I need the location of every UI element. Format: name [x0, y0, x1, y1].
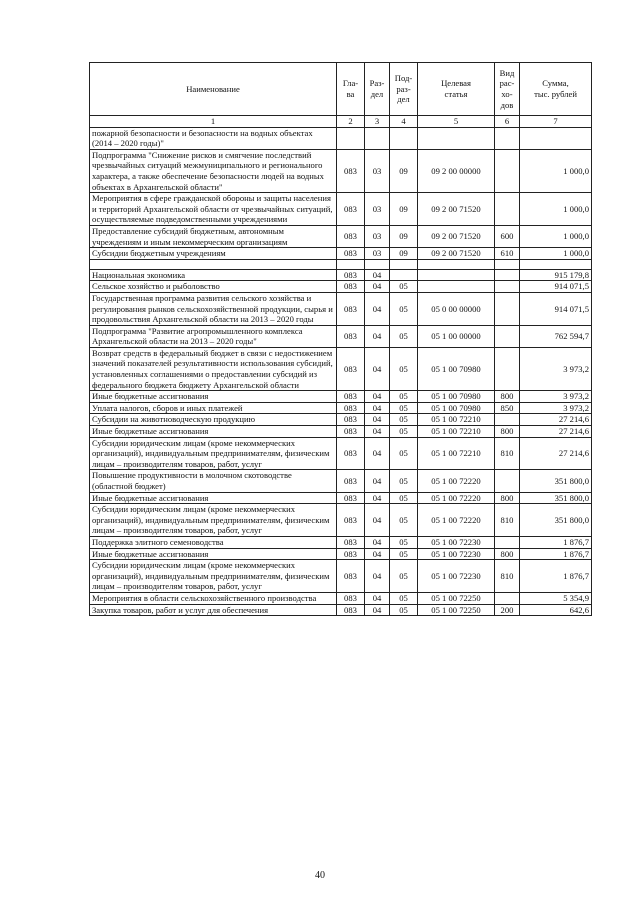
row-amount-cell: 1 876,7	[520, 548, 592, 560]
row-section-cell: 04	[365, 548, 390, 560]
row-name-cell: Иные бюджетные ассигнования	[90, 426, 337, 438]
row-subsection-cell: 05	[390, 402, 418, 414]
row-chapter-cell: 083	[337, 281, 365, 293]
row-subsection-cell: 05	[390, 325, 418, 347]
row-name-cell: пожарной безопасности и безопасности на водных объектах (2014 – 2020 годы)"	[90, 127, 337, 149]
row-chapter-cell: 083	[337, 592, 365, 604]
row-target-cell	[418, 259, 495, 269]
row-amount-cell: 351 800,0	[520, 492, 592, 504]
table-row	[90, 426, 592, 438]
row-target-cell: 05 1 00 70980	[418, 402, 495, 414]
row-chapter-cell: 083	[337, 492, 365, 504]
table-row	[90, 402, 592, 414]
row-expense-type-cell	[495, 149, 520, 192]
row-subsection-cell: 05	[390, 504, 418, 537]
row-target-cell: 05 1 00 72220	[418, 504, 495, 537]
row-expense-type-cell: 800	[495, 548, 520, 560]
row-expense-type-cell: 610	[495, 248, 520, 260]
row-section-cell: 04	[365, 592, 390, 604]
row-target-cell: 05 1 00 72210	[418, 426, 495, 438]
row-chapter-cell: 083	[337, 193, 365, 226]
row-subsection-cell: 05	[390, 426, 418, 438]
table-row	[90, 492, 592, 504]
table-row	[90, 536, 592, 548]
row-name-cell: Подпрограмма "Развитие агропромышленного комплекса Архангельской области на 2013 – 2020 годы"	[90, 325, 337, 347]
column-number: 7	[520, 116, 592, 128]
row-target-cell	[418, 281, 495, 293]
row-amount-cell: 1 876,7	[520, 536, 592, 548]
row-section-cell: 04	[365, 560, 390, 593]
row-target-cell: 05 1 00 72230	[418, 560, 495, 593]
budget-table	[89, 62, 592, 616]
row-name-cell: Мероприятия в области сельскохозяйственного производства	[90, 592, 337, 604]
table-row	[90, 347, 592, 390]
row-expense-type-cell: 810	[495, 437, 520, 470]
column-number: 2	[337, 116, 365, 128]
row-chapter-cell: 083	[337, 414, 365, 426]
row-amount-cell: 27 214,6	[520, 437, 592, 470]
row-target-cell	[418, 269, 495, 281]
row-amount-cell	[520, 127, 592, 149]
table-row	[90, 281, 592, 293]
row-expense-type-cell	[495, 592, 520, 604]
row-subsection-cell: 05	[390, 292, 418, 325]
row-subsection-cell	[390, 127, 418, 149]
row-subsection-cell: 05	[390, 536, 418, 548]
row-expense-type-cell: 810	[495, 560, 520, 593]
table-row	[90, 269, 592, 281]
table-row	[90, 292, 592, 325]
row-expense-type-cell	[495, 414, 520, 426]
header-amount: Сумма, тыс. рублей	[520, 63, 592, 116]
row-subsection-cell: 05	[390, 391, 418, 403]
column-number: 5	[418, 116, 495, 128]
row-amount-cell: 762 594,7	[520, 325, 592, 347]
row-amount-cell: 1 000,0	[520, 149, 592, 192]
row-name-cell: Государственная программа развития сельского хозяйства и регулирования рынков сельскохозяйственной продукции, сырья и продовольствия Архангельской области на 2013 – 2020 годы	[90, 292, 337, 325]
row-subsection-cell: 05	[390, 437, 418, 470]
row-name-cell: Возврат средств в федеральный бюджет в связи с недостижением значений показателей результативности использования субсидий, установленных соглашениями о предоставлении субсидий из федерального бюджета бюджету Архангельской области	[90, 347, 337, 390]
row-expense-type-cell	[495, 193, 520, 226]
row-target-cell: 05 1 00 70980	[418, 347, 495, 390]
table-row	[90, 470, 592, 492]
row-target-cell: 09 2 00 71520	[418, 193, 495, 226]
row-amount-cell: 351 800,0	[520, 470, 592, 492]
row-amount-cell	[520, 259, 592, 269]
row-chapter-cell: 083	[337, 470, 365, 492]
row-section-cell: 03	[365, 193, 390, 226]
row-name-cell	[90, 259, 337, 269]
table-row	[90, 592, 592, 604]
row-subsection-cell: 05	[390, 592, 418, 604]
row-chapter-cell: 083	[337, 402, 365, 414]
row-amount-cell: 642,6	[520, 604, 592, 616]
table-row	[90, 560, 592, 593]
row-name-cell: Субсидии юридическим лицам (кроме некоммерческих организаций), индивидуальным предпринимателям, физическим лицам – производителям товаров, работ, услуг	[90, 504, 337, 537]
row-chapter-cell: 083	[337, 347, 365, 390]
row-section-cell: 03	[365, 149, 390, 192]
row-name-cell: Субсидии юридическим лицам (кроме некоммерческих организаций), индивидуальным предпринимателям, физическим лицам – производителям товаров, работ, услуг	[90, 437, 337, 470]
row-amount-cell: 3 973,2	[520, 402, 592, 414]
table-body	[90, 127, 592, 616]
row-section-cell: 04	[365, 347, 390, 390]
row-amount-cell: 914 071,5	[520, 281, 592, 293]
row-target-cell: 09 2 00 00000	[418, 149, 495, 192]
row-section-cell	[365, 127, 390, 149]
row-expense-type-cell: 800	[495, 391, 520, 403]
row-name-cell: Субсидии юридическим лицам (кроме некоммерческих организаций), индивидуальным предпринимателям, физическим лицам – производителям товаров, работ, услуг	[90, 560, 337, 593]
row-amount-cell: 3 973,2	[520, 347, 592, 390]
row-chapter-cell: 083	[337, 548, 365, 560]
row-chapter-cell: 083	[337, 536, 365, 548]
row-target-cell: 05 1 00 72210	[418, 437, 495, 470]
row-chapter-cell: 083	[337, 292, 365, 325]
table-row	[90, 225, 592, 247]
row-section-cell: 04	[365, 281, 390, 293]
table-row	[90, 193, 592, 226]
row-expense-type-cell	[495, 259, 520, 269]
row-section-cell: 04	[365, 492, 390, 504]
row-section-cell: 04	[365, 292, 390, 325]
row-amount-cell: 1 000,0	[520, 225, 592, 247]
row-amount-cell: 915 179,8	[520, 269, 592, 281]
row-chapter-cell: 083	[337, 225, 365, 247]
row-expense-type-cell: 200	[495, 604, 520, 616]
row-subsection-cell: 05	[390, 347, 418, 390]
header-expense-type: Вид рас- хо- дов	[495, 63, 520, 116]
row-name-cell: Сельское хозяйство и рыболовство	[90, 281, 337, 293]
row-expense-type-cell	[495, 281, 520, 293]
header-chapter: Гла- ва	[337, 63, 365, 116]
row-chapter-cell: 083	[337, 426, 365, 438]
row-chapter-cell: 083	[337, 325, 365, 347]
row-name-cell: Национальная экономика	[90, 269, 337, 281]
page-number: 40	[315, 870, 325, 881]
table-row	[90, 548, 592, 560]
row-section-cell: 03	[365, 225, 390, 247]
row-chapter-cell	[337, 259, 365, 269]
row-chapter-cell: 083	[337, 149, 365, 192]
table-row	[90, 504, 592, 537]
row-name-cell: Иные бюджетные ассигнования	[90, 548, 337, 560]
row-amount-cell: 27 214,6	[520, 414, 592, 426]
header-target: Целевая статья	[418, 63, 495, 116]
row-name-cell: Субсидии на животноводческую продукцию	[90, 414, 337, 426]
row-amount-cell: 3 973,2	[520, 391, 592, 403]
row-target-cell	[418, 127, 495, 149]
row-expense-type-cell: 850	[495, 402, 520, 414]
row-expense-type-cell	[495, 470, 520, 492]
row-subsection-cell: 05	[390, 604, 418, 616]
row-section-cell: 04	[365, 504, 390, 537]
row-name-cell: Поддержка элитного семеноводства	[90, 536, 337, 548]
row-subsection-cell: 05	[390, 281, 418, 293]
row-subsection-cell: 05	[390, 470, 418, 492]
row-target-cell: 05 1 00 72250	[418, 592, 495, 604]
row-target-cell: 05 1 00 72230	[418, 536, 495, 548]
row-name-cell: Предоставление субсидий бюджетным, автономным учреждениям и иным некоммерческим организациям	[90, 225, 337, 247]
row-expense-type-cell	[495, 127, 520, 149]
column-number: 6	[495, 116, 520, 128]
row-subsection-cell: 05	[390, 560, 418, 593]
row-amount-cell: 1 876,7	[520, 560, 592, 593]
table-row	[90, 325, 592, 347]
table-row	[90, 604, 592, 616]
header-subsection: Под- раз- дел	[390, 63, 418, 116]
row-chapter-cell: 083	[337, 560, 365, 593]
row-subsection-cell: 05	[390, 492, 418, 504]
row-expense-type-cell	[495, 292, 520, 325]
row-name-cell: Субсидии бюджетным учреждениям	[90, 248, 337, 260]
row-target-cell: 09 2 00 71520	[418, 248, 495, 260]
column-number: 3	[365, 116, 390, 128]
row-section-cell: 04	[365, 437, 390, 470]
row-expense-type-cell	[495, 269, 520, 281]
table-row	[90, 149, 592, 192]
row-expense-type-cell: 800	[495, 492, 520, 504]
row-amount-cell: 27 214,6	[520, 426, 592, 438]
row-amount-cell: 914 071,5	[520, 292, 592, 325]
row-section-cell: 03	[365, 248, 390, 260]
row-target-cell: 09 2 00 71520	[418, 225, 495, 247]
row-section-cell: 04	[365, 470, 390, 492]
row-section-cell: 04	[365, 414, 390, 426]
table-row	[90, 127, 592, 149]
row-chapter-cell	[337, 127, 365, 149]
row-expense-type-cell: 600	[495, 225, 520, 247]
table-row	[90, 414, 592, 426]
table-row	[90, 437, 592, 470]
row-target-cell: 05 1 00 72230	[418, 548, 495, 560]
column-number: 1	[90, 116, 337, 128]
row-subsection-cell	[390, 259, 418, 269]
row-name-cell: Иные бюджетные ассигнования	[90, 391, 337, 403]
row-subsection-cell: 09	[390, 248, 418, 260]
row-target-cell: 05 1 00 72220	[418, 470, 495, 492]
row-name-cell: Иные бюджетные ассигнования	[90, 492, 337, 504]
row-subsection-cell: 09	[390, 225, 418, 247]
row-section-cell: 04	[365, 402, 390, 414]
row-amount-cell: 5 354,9	[520, 592, 592, 604]
row-target-cell: 05 1 00 72220	[418, 492, 495, 504]
header-name: Наименование	[90, 63, 337, 116]
row-chapter-cell: 083	[337, 248, 365, 260]
row-expense-type-cell	[495, 347, 520, 390]
column-number: 4	[390, 116, 418, 128]
row-section-cell: 04	[365, 269, 390, 281]
table-row	[90, 391, 592, 403]
row-name-cell: Мероприятия в сфере гражданской обороны и защиты населения и территорий Архангельской области от чрезвычайных ситуаций, осуществляемые подведомственными учреждениями	[90, 193, 337, 226]
table-row	[90, 259, 592, 269]
row-target-cell: 05 1 00 70980	[418, 391, 495, 403]
row-section-cell: 04	[365, 426, 390, 438]
row-section-cell: 04	[365, 391, 390, 403]
row-target-cell: 05 1 00 72210	[418, 414, 495, 426]
row-expense-type-cell	[495, 325, 520, 347]
row-expense-type-cell	[495, 536, 520, 548]
row-chapter-cell: 083	[337, 269, 365, 281]
column-number-row	[90, 116, 592, 128]
row-chapter-cell: 083	[337, 437, 365, 470]
row-section-cell: 04	[365, 536, 390, 548]
row-name-cell: Уплата налогов, сборов и иных платежей	[90, 402, 337, 414]
row-subsection-cell: 09	[390, 193, 418, 226]
row-subsection-cell: 09	[390, 149, 418, 192]
row-expense-type-cell: 810	[495, 504, 520, 537]
row-name-cell: Подпрограмма "Снижение рисков и смягчение последствий чрезвычайных ситуаций межмуниципального и регионального характера, а также обеспечение безопасности людей на водных объектах в Архангельской области"	[90, 149, 337, 192]
row-amount-cell: 351 800,0	[520, 504, 592, 537]
header-section: Раз- дел	[365, 63, 390, 116]
row-amount-cell: 1 000,0	[520, 248, 592, 260]
row-target-cell: 05 1 00 72250	[418, 604, 495, 616]
row-target-cell: 05 0 00 00000	[418, 292, 495, 325]
row-name-cell: Повышение продуктивности в молочном скотоводстве (областной бюджет)	[90, 470, 337, 492]
row-chapter-cell: 083	[337, 391, 365, 403]
row-chapter-cell: 083	[337, 604, 365, 616]
row-subsection-cell: 05	[390, 548, 418, 560]
row-target-cell: 05 1 00 00000	[418, 325, 495, 347]
row-section-cell	[365, 259, 390, 269]
row-section-cell: 04	[365, 604, 390, 616]
row-expense-type-cell: 800	[495, 426, 520, 438]
row-name-cell: Закупка товаров, работ и услуг для обеспечения	[90, 604, 337, 616]
row-subsection-cell	[390, 269, 418, 281]
row-amount-cell: 1 000,0	[520, 193, 592, 226]
row-subsection-cell: 05	[390, 414, 418, 426]
table-row	[90, 248, 592, 260]
row-chapter-cell: 083	[337, 504, 365, 537]
header-row	[90, 63, 592, 116]
row-section-cell: 04	[365, 325, 390, 347]
